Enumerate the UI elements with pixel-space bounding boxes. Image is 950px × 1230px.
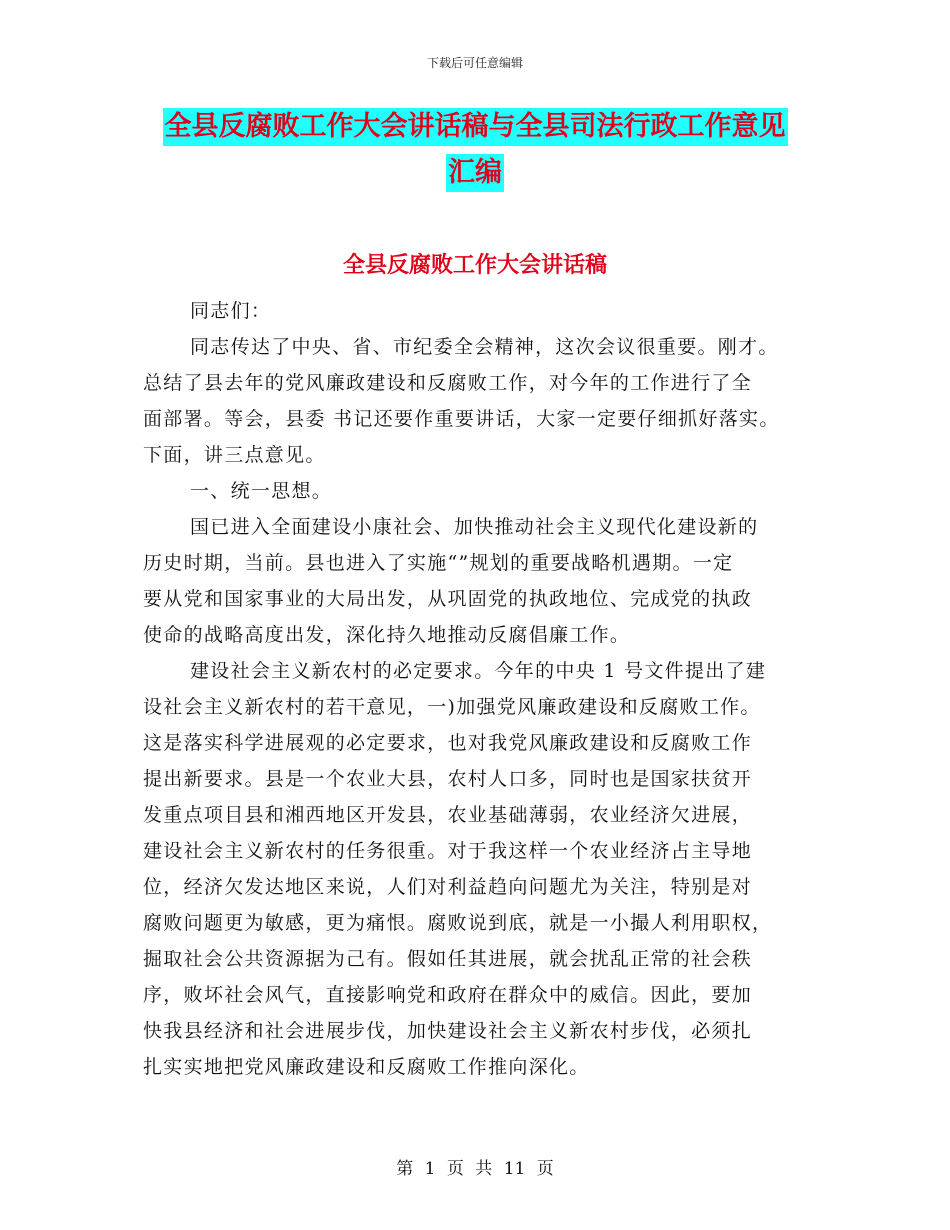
text-line: 提出新要求。县是一个农业大县，农村人口多，同时也是国家扶贫开 [143,768,753,790]
text-line: 要从党和国家事业的大局出发，从巩固党的执政地位、完成党的执政 [143,588,753,610]
text-line: 总结了县去年的党风廉政建设和反腐败工作，对今年的工作进行了全 [143,372,753,394]
text-line: 掘取社会公共资源据为己有。假如任其进展，就会扰乱正常的社会秩 [143,948,753,970]
text-line: 设社会主义新农村的若干意见，一)加强党风廉政建设和反腐败工作。 [143,696,761,718]
text-line: 下面，讲三点意见。 [143,444,326,466]
text-line: 位，经济欠发达地区来说，人们对利益趋向问题尤为关注，特别是对 [143,876,753,898]
text-line: 这是落实科学进展观的必定要求，也对我党风廉政建设和反腐败工作 [143,732,753,754]
header-note: 下载后可任意编辑 [426,56,523,70]
text-line: 发重点项目县和湘西地区开发县，农业基础薄弱，农业经济欠进展， [143,804,753,826]
text-line: 扎实实地把党风廉政建设和反腐败工作推向深化。 [143,1056,590,1078]
title-line-1: 全县反腐败工作大会讲话稿与全县司法行政工作意见 [163,108,788,146]
text-line: 历史时期，当前。县也进入了实施“”规划的重要战略机遇期。一定 [143,552,734,574]
text-line: 序，败坏社会风气，直接影响党和政府在群众中的威信。因此，要加 [143,984,753,1006]
section-subtitle: 全县反腐败工作大会讲话稿 [342,253,607,278]
text-line: 建设社会主义新农村的任务很重。对于我这样一个农业经济占主导地 [143,840,753,862]
text-line: 建设社会主义新农村的必定要求。今年的中央 1 号文件提出了建 [190,660,767,682]
text-line: 同志们： [190,300,272,322]
text-line: 同志传达了中央、省、市纪委全会精神，这次会议很重要。刚才。 [190,336,779,358]
text-line: 一、统一思想。 [190,480,333,502]
document-title [0,108,950,192]
text-line: 面部署。等会，县委 书记还要作重要讲话，大家一定要仔细抓好落实。 [143,408,780,430]
text-line: 腐败问题更为敏感，更为痛恨。腐败说到底，就是一小撮人利用职权， [143,912,773,934]
text-line: 国已进入全面建设小康社会、加快推动社会主义现代化建设新的 [190,516,759,538]
title-line-2: 汇编 [446,154,504,192]
text-line: 使命的战略高度出发，深化持久地推动反腐倡廉工作。 [143,624,631,646]
page-footer: 第 1 页 共 11 页 [396,1159,554,1179]
body-text [143,293,823,1085]
text-line: 快我县经济和社会进展步伐，加快建设社会主义新农村步伐，必须扎 [143,1020,753,1042]
